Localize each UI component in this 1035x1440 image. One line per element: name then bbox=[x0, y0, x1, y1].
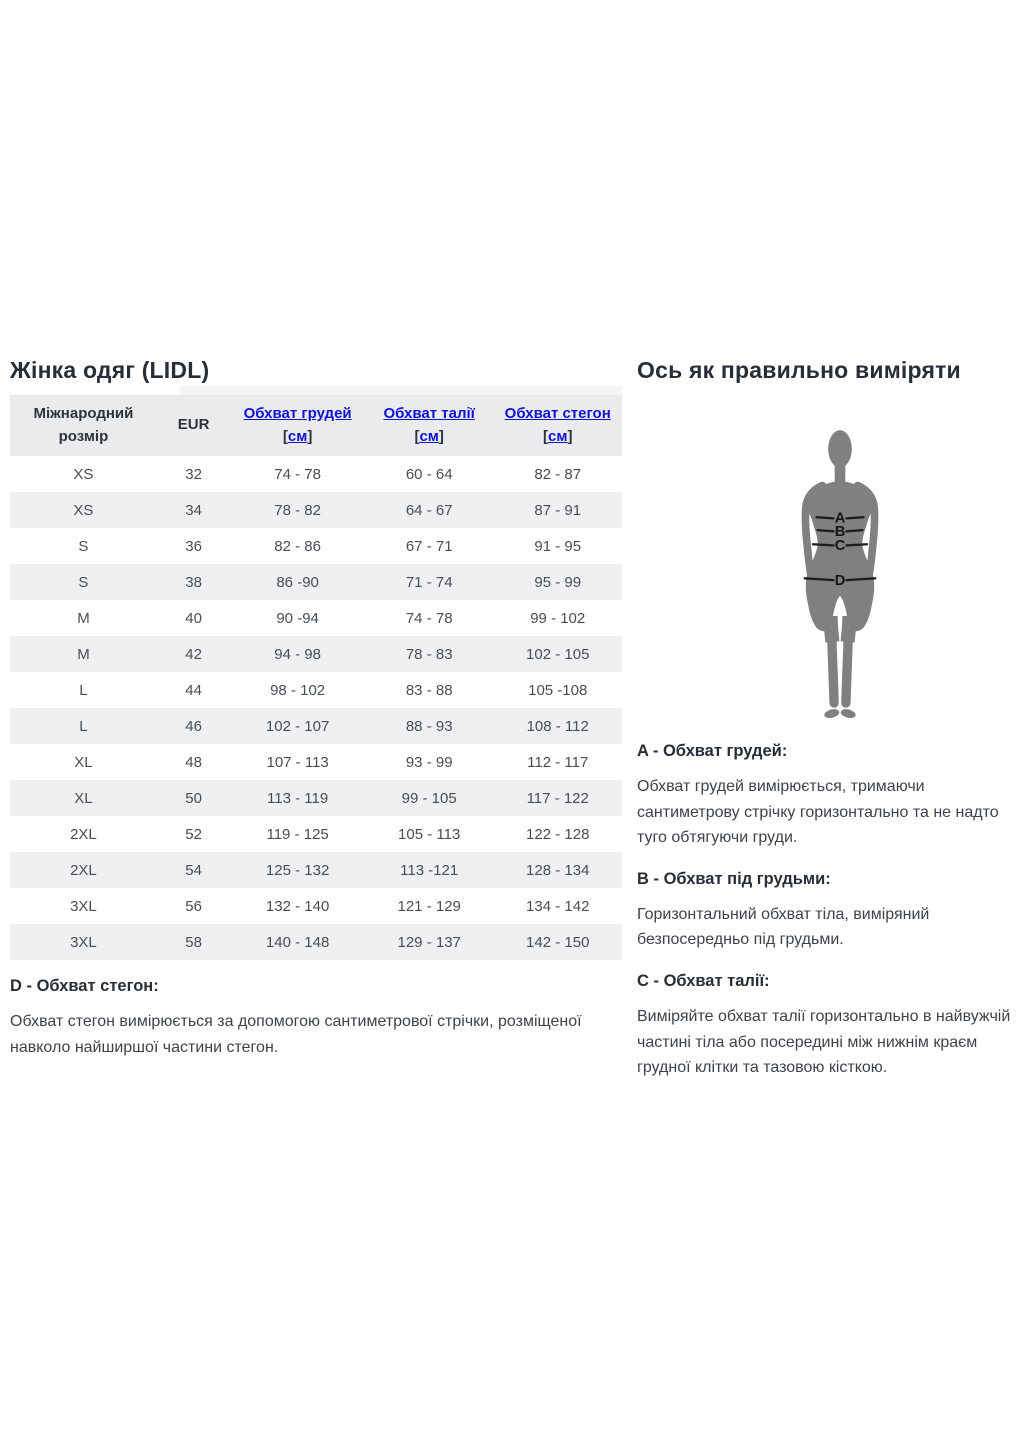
measure-label-a: A bbox=[834, 510, 846, 527]
cell-international-size: 3XL bbox=[10, 924, 157, 960]
cell-chest: 102 - 107 bbox=[230, 708, 365, 744]
waist-section-heading: C - Обхват талії: bbox=[637, 971, 770, 990]
cell-waist: 74 - 78 bbox=[365, 600, 494, 636]
size-table bbox=[10, 395, 622, 960]
cell-eur: 38 bbox=[157, 564, 230, 600]
body-measurement-figure bbox=[787, 429, 893, 723]
cell-eur: 54 bbox=[157, 852, 230, 888]
size-row-S-38 bbox=[10, 564, 622, 600]
header-unit-link-waist[interactable]: см bbox=[419, 427, 439, 445]
cell-waist: 99 - 105 bbox=[365, 780, 494, 816]
header-label-line: розмір bbox=[58, 427, 109, 445]
header-label-line: EUR bbox=[177, 416, 210, 434]
cell-international-size: M bbox=[10, 636, 157, 672]
column-header-hips bbox=[493, 395, 622, 456]
cell-hips: 95 - 99 bbox=[493, 564, 622, 600]
cell-waist: 129 - 137 bbox=[365, 924, 494, 960]
size-row-XS-34 bbox=[10, 492, 622, 528]
cell-eur: 58 bbox=[157, 924, 230, 960]
table-scroll-strip bbox=[180, 386, 622, 395]
cell-eur: 32 bbox=[157, 456, 230, 492]
table-header-row bbox=[10, 395, 622, 456]
cell-eur: 34 bbox=[157, 492, 230, 528]
size-row-3XL-58 bbox=[10, 924, 622, 960]
header-unit-hips: [см] bbox=[543, 427, 573, 445]
cell-hips: 105 -108 bbox=[493, 672, 622, 708]
cell-chest: 107 - 113 bbox=[230, 744, 365, 780]
hips-note bbox=[10, 977, 622, 1060]
column-header-waist bbox=[365, 395, 494, 456]
cell-international-size: XL bbox=[10, 744, 157, 780]
cell-hips: 91 - 95 bbox=[493, 528, 622, 564]
cell-international-size: 2XL bbox=[10, 816, 157, 852]
cell-international-size: XS bbox=[10, 492, 157, 528]
cell-international-size: S bbox=[10, 528, 157, 564]
cell-waist: 88 - 93 bbox=[365, 708, 494, 744]
cell-international-size: 2XL bbox=[10, 852, 157, 888]
cell-chest: 132 - 140 bbox=[230, 888, 365, 924]
size-row-M-42 bbox=[10, 636, 622, 672]
header-unit-link-hips[interactable]: см bbox=[548, 427, 568, 445]
column-header-chest bbox=[230, 395, 365, 456]
header-unit-link-chest[interactable]: см bbox=[287, 427, 308, 445]
cell-hips: 112 - 117 bbox=[493, 744, 622, 780]
underbust-section-text: Горизонтальний обхват тіла, виміряний безпосередньо під грудьми. bbox=[637, 905, 930, 949]
cell-chest: 78 - 82 bbox=[230, 492, 365, 528]
cell-waist: 121 - 129 bbox=[365, 888, 494, 924]
underbust-section-heading: B - Обхват під грудьми: bbox=[637, 869, 831, 888]
size-row-L-46 bbox=[10, 708, 622, 744]
cell-international-size: 3XL bbox=[10, 888, 157, 924]
cell-eur: 52 bbox=[157, 816, 230, 852]
size-row-L-44 bbox=[10, 672, 622, 708]
table-body bbox=[10, 456, 622, 960]
cell-waist: 113 -121 bbox=[365, 852, 494, 888]
chest-section-text: Обхват грудей вимірюється, тримаючи сантиметрову стрічку горизонтально та не надто туго обтягуючи груди. bbox=[637, 778, 999, 847]
measure-label-c: C bbox=[834, 538, 846, 555]
header-unit-waist: [см] bbox=[414, 427, 444, 445]
size-row-S-36 bbox=[10, 528, 622, 564]
cell-waist: 64 - 67 bbox=[365, 492, 494, 528]
cell-hips: 142 - 150 bbox=[493, 924, 622, 960]
cell-international-size: L bbox=[10, 708, 157, 744]
cell-eur: 42 bbox=[157, 636, 230, 672]
cell-international-size: S bbox=[10, 564, 157, 600]
cell-eur: 36 bbox=[157, 528, 230, 564]
header-label-line: Міжнародний bbox=[33, 405, 134, 422]
cell-hips: 134 - 142 bbox=[493, 888, 622, 924]
size-table-wrapper bbox=[10, 395, 622, 960]
waist-section-text: Виміряйте обхват талії горизонтально в найвужчій частині тіла або посередині між нижнім краєм грудної клітки та тазовою кісткою. bbox=[637, 1007, 1011, 1077]
hips-note-text: Обхват стегон вимірюється за допомогою сантиметрової стрічки, розміщеної навколо найширшої частини стегон. bbox=[10, 1013, 582, 1056]
cell-eur: 40 bbox=[157, 600, 230, 636]
cell-hips: 82 - 87 bbox=[493, 456, 622, 492]
header-unit-chest: [см] bbox=[282, 427, 313, 445]
cell-hips: 117 - 122 bbox=[493, 780, 622, 816]
column-header-international-size bbox=[10, 395, 157, 456]
cell-chest: 94 - 98 bbox=[230, 636, 365, 672]
cell-hips: 128 - 134 bbox=[493, 852, 622, 888]
waist-section bbox=[637, 972, 1029, 1081]
cell-chest: 98 - 102 bbox=[230, 672, 365, 708]
cell-eur: 44 bbox=[157, 672, 230, 708]
cell-eur: 48 bbox=[157, 744, 230, 780]
column-header-eur bbox=[157, 395, 230, 456]
cell-international-size: XL bbox=[10, 780, 157, 816]
measurement-guide-section bbox=[637, 356, 1029, 1081]
cell-chest: 90 -94 bbox=[230, 600, 365, 636]
size-row-XL-48 bbox=[10, 744, 622, 780]
size-row-M-40 bbox=[10, 600, 622, 636]
header-link-chest[interactable]: Обхват грудей bbox=[243, 405, 352, 422]
cell-chest: 119 - 125 bbox=[230, 816, 365, 852]
cell-hips: 122 - 128 bbox=[493, 816, 622, 852]
size-chart-section bbox=[10, 356, 622, 1060]
cell-hips: 102 - 105 bbox=[493, 636, 622, 672]
chest-section-heading: A - Обхват грудей: bbox=[637, 742, 788, 760]
female-silhouette-icon bbox=[787, 429, 893, 723]
cell-waist: 105 - 113 bbox=[365, 816, 494, 852]
cell-international-size: XS bbox=[10, 456, 157, 492]
cell-eur: 50 bbox=[157, 780, 230, 816]
cell-international-size: M bbox=[10, 600, 157, 636]
cell-waist: 78 - 83 bbox=[365, 636, 494, 672]
header-link-waist[interactable]: Обхват талії bbox=[383, 405, 475, 422]
cell-waist: 93 - 99 bbox=[365, 744, 494, 780]
size-chart-title: Жінка одяг (LIDL) bbox=[10, 357, 210, 383]
size-row-XL-50 bbox=[10, 780, 622, 816]
header-link-hips[interactable]: Обхват стегон bbox=[504, 405, 611, 422]
size-row-2XL-54 bbox=[10, 852, 622, 888]
cell-chest: 74 - 78 bbox=[230, 456, 365, 492]
measure-label-b: B bbox=[834, 524, 846, 541]
cell-waist: 83 - 88 bbox=[365, 672, 494, 708]
cell-eur: 46 bbox=[157, 708, 230, 744]
cell-waist: 67 - 71 bbox=[365, 528, 494, 564]
size-row-3XL-56 bbox=[10, 888, 622, 924]
cell-chest: 86 -90 bbox=[230, 564, 365, 600]
measure-label-d: D bbox=[834, 572, 846, 589]
chest-section bbox=[637, 742, 1029, 851]
cell-eur: 56 bbox=[157, 888, 230, 924]
cell-chest: 113 - 119 bbox=[230, 780, 365, 816]
size-row-2XL-52 bbox=[10, 816, 622, 852]
cell-chest: 140 - 148 bbox=[230, 924, 365, 960]
cell-chest: 125 - 132 bbox=[230, 852, 365, 888]
cell-waist: 71 - 74 bbox=[365, 564, 494, 600]
measurement-guide-title: Ось як правильно виміряти bbox=[637, 357, 961, 383]
cell-international-size: L bbox=[10, 672, 157, 708]
hips-note-heading: D - Обхват стегон: bbox=[10, 977, 159, 995]
cell-hips: 108 - 112 bbox=[493, 708, 622, 744]
cell-hips: 99 - 102 bbox=[493, 600, 622, 636]
cell-waist: 60 - 64 bbox=[365, 456, 494, 492]
cell-chest: 82 - 86 bbox=[230, 528, 365, 564]
size-row-XS-32 bbox=[10, 456, 622, 492]
underbust-section bbox=[637, 870, 1029, 953]
cell-hips: 87 - 91 bbox=[493, 492, 622, 528]
